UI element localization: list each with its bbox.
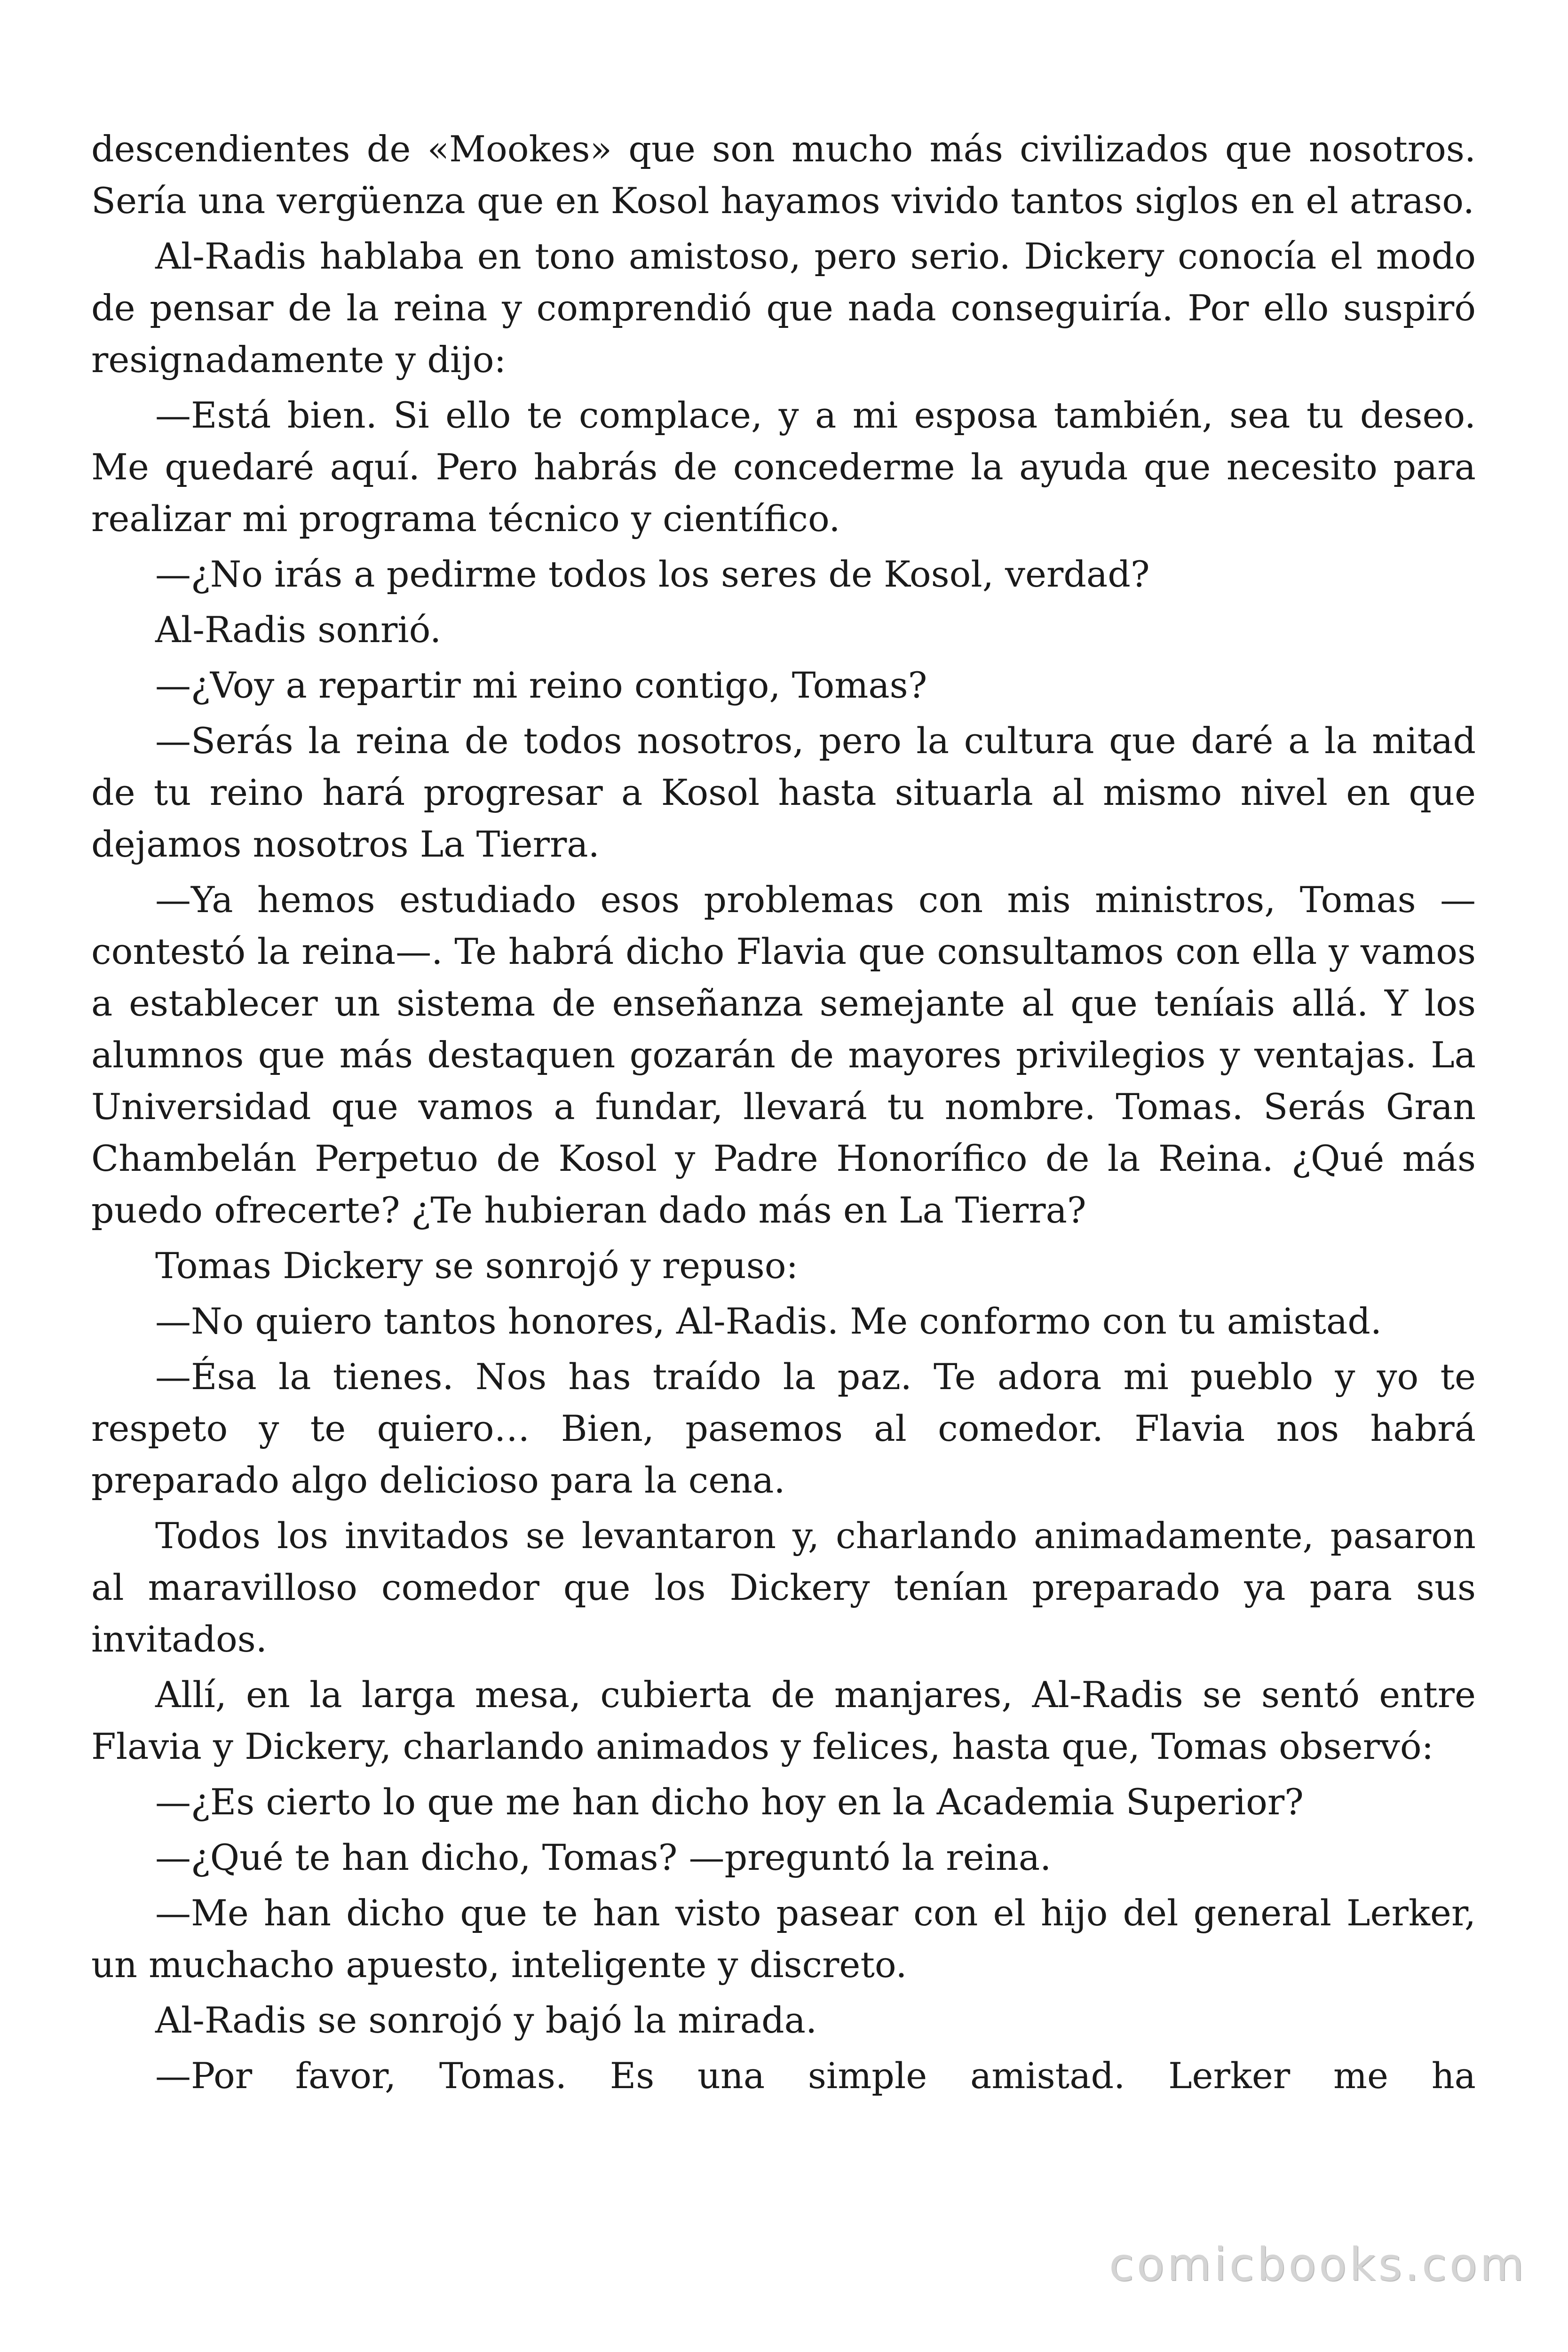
paragraph: —¿Qué te han dicho, Tomas? —preguntó la reina.	[155, 1836, 1052, 1878]
paragraph: —¿No irás a pedirme todos los seres de Kosol, verdad?	[155, 553, 1150, 595]
paragraph: —¿Voy a repartir mi reino contigo, Tomas?	[155, 664, 927, 706]
paragraph: Allí, en la larga mesa, cubierta de manjares, Al-Radis se sentó entre Flavia y Dickery, charlando animados y felices, hasta que, Tomas observó:	[91, 1674, 1476, 1767]
paragraph: —Por favor, Tomas. Es una simple amistad. Lerker me ha	[155, 2055, 1476, 2097]
paragraph: —Ésa la tienes. Nos has traído la paz. Te adora mi pueblo y yo te respeto y te quiero… Bien, pasemos al comedor. Flavia nos habrá preparado algo delicioso para la cena.	[91, 1356, 1476, 1501]
paragraph: —Me han dicho que te han visto pasear con el hijo del general Lerker, un muchacho apuesto, inteligente y discreto.	[91, 1892, 1476, 1986]
paragraph: descendientes de «Mookes» que son mucho más civilizados que nosotros. Sería una vergüenza que en Kosol hayamos vivido tantos siglos en el atraso.	[91, 128, 1476, 222]
paragraph: Tomas Dickery se sonrojó y repuso:	[155, 1245, 799, 1287]
book-page-text	[91, 123, 1476, 2106]
paragraph: —No quiero tantos honores, Al-Radis. Me conformo con tu amistad.	[155, 1300, 1382, 1342]
paragraph: Al-Radis se sonrojó y bajó la mirada.	[155, 1999, 817, 2041]
paragraph: Todos los invitados se levantaron y, charlando animadamente, pasaron al maravilloso comedor que los Dickery tenían preparado ya para sus invitados.	[91, 1515, 1476, 1660]
paragraph: Al-Radis hablaba en tono amistoso, pero serio. Dickery conocía el modo de pensar de la reina y comprendió que nada conseguiría. Por ello suspiró resignadamente y dijo:	[91, 235, 1476, 381]
watermark: comicbooks.com	[1109, 2238, 1527, 2291]
paragraph: —Está bien. Si ello te complace, y a mi esposa también, sea tu deseo. Me quedaré aquí. Pero habrás de concederme la ayuda que necesito para realizar mi programa técnico y científico.	[91, 394, 1476, 540]
paragraph: —Serás la reina de todos nosotros, pero la cultura que daré a la mitad de tu reino hará progresar a Kosol hasta situarla al mismo nivel en que dejamos nosotros La Tierra.	[91, 720, 1476, 865]
paragraph: Al-Radis sonrió.	[155, 609, 442, 651]
paragraph: —¿Es cierto lo que me han dicho hoy en la Academia Superior?	[155, 1781, 1304, 1823]
paragraph: —Ya hemos estudiado esos problemas con mis ministros, Tomas —contestó la reina—. Te habrá dicho Flavia que consultamos con ella y vamos a establecer un sistema de enseñanza semejante al que teníais allá. Y los alumnos que más destaquen gozarán de mayores privilegios y ventajas. La Universidad que vamos a fundar, llevará tu nombre. Tomas. Serás Gran Chambelán Perpetuo de Kosol y Padre Honorífico de la Reina. ¿Qué más puedo ofrecerte? ¿Te hubieran dado más en La Tierra?	[91, 879, 1476, 1231]
